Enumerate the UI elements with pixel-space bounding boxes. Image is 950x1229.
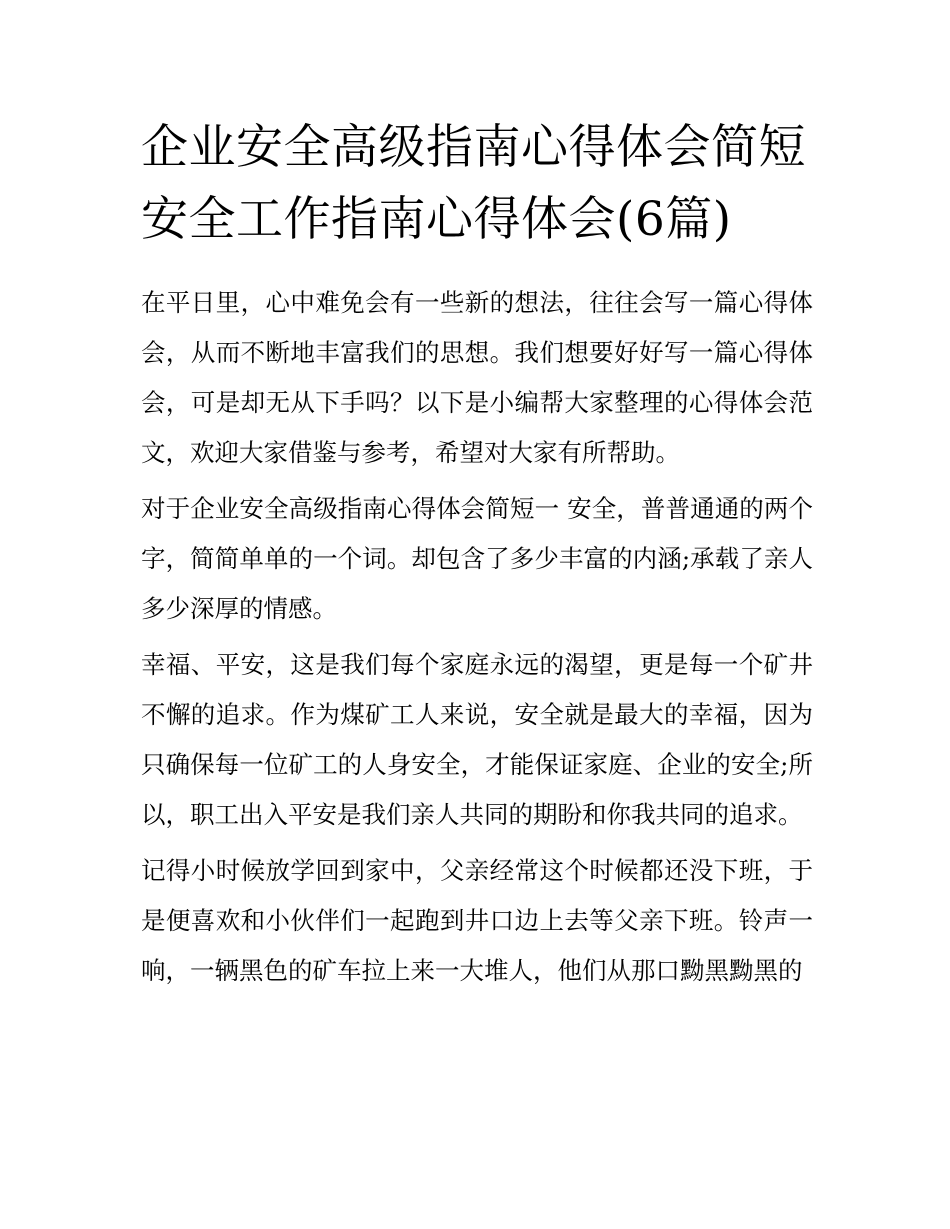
document-body xyxy=(141,112,813,1002)
paragraph-happiness-safety: 幸福、平安，这是我们每个家庭永远的渴望，更是每一个矿井不懈的追求。作为煤矿工人来说，安全就是最大的幸福，因为只确保每一位矿工的人身安全，才能保证家庭、企业的安全;所以，职工出入平安是我们亲人共同的期盼和你我共同的追求。 xyxy=(141,650,813,829)
document-title: 企业安全高级指南心得体会简短 安全工作指南心得体会(6篇) xyxy=(141,120,806,247)
paragraph-safety-meaning: 对于企业安全高级指南心得体会简短一 安全，普普通通的两个字，简简单单的一个词。却包含了多少丰富的内涵;承载了亲人多少深厚的情感。 xyxy=(141,494,813,623)
paragraph-childhood-memory: 记得小时候放学回到家中，父亲经常这个时候都还没下班，于是便喜欢和小伙伴们一起跑到井口边上去等父亲下班。铃声一响，一辆黑色的矿车拉上来一大堆人，他们从那口黝黑黝黑的 xyxy=(141,856,813,985)
paragraph-intro: 在平日里，心中难免会有一些新的想法，往往会写一篇心得体会，从而不断地丰富我们的思想。我们想要好好写一篇心得体会，可是却无从下手吗？以下是小编帮大家整理的心得体会范文，欢迎大家借鉴与参考，希望对大家有所帮助。 xyxy=(141,288,813,467)
